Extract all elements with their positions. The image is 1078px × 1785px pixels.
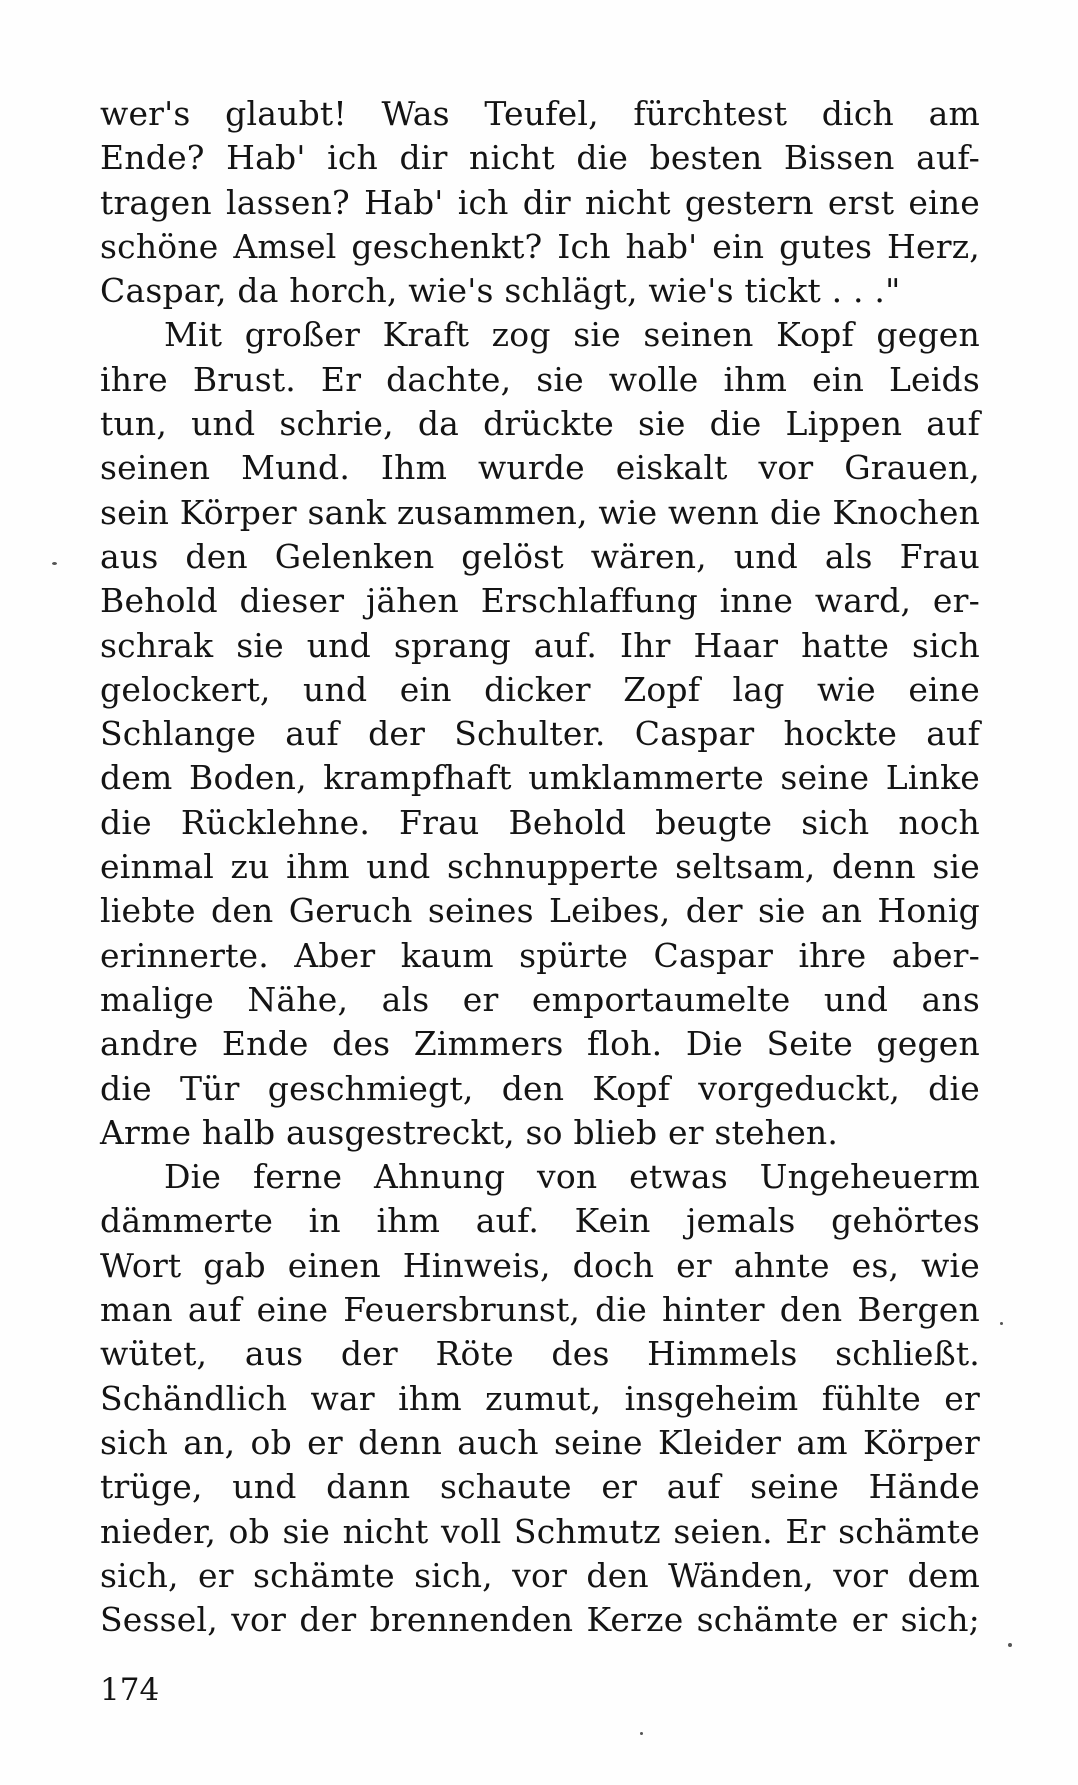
text-line: die Rücklehne. Frau Behold beugte sich noch [100,802,980,842]
text-line: malige Nähe, als er emportaumelte und ans [100,979,980,1019]
scan-speck [52,562,57,565]
text-line: liebte den Geruch seines Leibes, der sie an Honig [100,891,980,931]
text-line: seinen Mund. Ihm wurde eiskalt vor Grauen, [100,448,980,488]
text-line: Behold dieser jähen Erschlaffung inne ward, er- [100,581,980,621]
text-line: schöne Amsel geschenkt? Ich hab' ein gutes Herz, [100,226,980,266]
text-line: trüge, und dann schaute er auf seine Hände [100,1467,980,1507]
page-number: 174 [100,1672,160,1708]
text-line: tragen lassen? Hab' ich dir nicht gestern erst eine [100,182,980,222]
text-line: erinnerte. Aber kaum spürte Caspar ihre aber- [100,935,980,975]
text-line: dem Boden, krampfhaft umklammerte seine Linke [100,758,980,798]
text-line: schrak sie und sprang auf. Ihr Haar hatte sich [100,625,980,665]
text-line: Schlange auf der Schulter. Caspar hockte auf [100,714,980,754]
text-line: Schändlich war ihm zumut, insgeheim fühlte er [100,1378,980,1418]
text-line: Ende? Hab' ich dir nicht die besten Bissen auf- [100,138,980,178]
text-line: andre Ende des Zimmers floh. Die Seite gegen [100,1024,980,1064]
text-line: Arme halb ausgestreckt, so blieb er stehen. [100,1112,839,1152]
paragraph-start-line: Mit großer Kraft zog sie seinen Kopf gegen [164,315,980,355]
text-line: Caspar, da horch, wie's schlägt, wie's tickt . . ." [100,271,901,311]
text-line: einmal zu ihm und schnupperte seltsam, denn sie [100,847,980,887]
scan-speck [1000,1322,1003,1325]
text-line: man auf eine Feuersbrunst, die hinter den Bergen [100,1290,980,1330]
text-line: tun, und schrie, da drückte sie die Lippen auf [100,404,980,444]
body-text [100,92,980,1642]
text-line: sich, er schämte sich, vor den Wänden, vor dem [100,1555,980,1595]
text-line: sich an, ob er denn auch seine Kleider am Körper [100,1422,980,1462]
text-line: gelockert, und ein dicker Zopf lag wie eine [100,669,980,709]
text-line: aus den Gelenken gelöst wären, und als Frau [100,536,980,576]
text-line: sein Körper sank zusammen, wie wenn die Knochen [100,492,981,532]
scan-speck [640,1732,643,1735]
scan-speck [1008,1643,1012,1647]
text-line: Sessel, vor der brennenden Kerze schämte er sich; [100,1600,980,1640]
text-line: dämmerte in ihm auf. Kein jemals gehörtes [100,1201,980,1241]
text-line: nieder, ob sie nicht voll Schmutz seien. Er schämte [100,1511,980,1551]
text-line: die Tür geschmiegt, den Kopf vorgeduckt, die [100,1068,980,1108]
text-line: wütet, aus der Röte des Himmels schließt. [100,1334,980,1374]
text-line: wer's glaubt! Was Teufel, fürchtest dich am [100,94,980,133]
text-line: Wort gab einen Hinweis, doch er ahnte es, wie [100,1245,980,1285]
paragraph-start-line: Die ferne Ahnung von etwas Ungeheuerm [164,1157,980,1197]
text-line: ihre Brust. Er dachte, sie wolle ihm ein Leids [100,359,980,399]
